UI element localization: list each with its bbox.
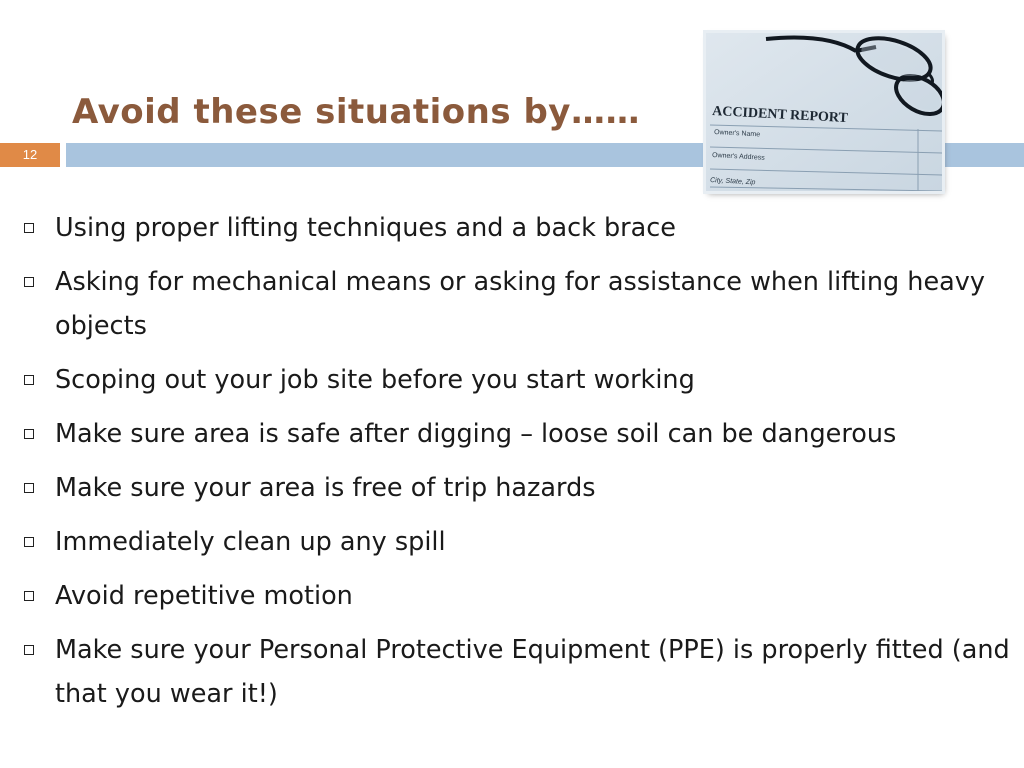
bullet-item: [18, 260, 1018, 348]
bullet-text: Scoping out your job site before you start working: [55, 365, 695, 395]
accident-report-photo: [706, 33, 942, 191]
square-bullet-icon: [24, 223, 34, 233]
slide-title: Avoid these situations by……: [72, 92, 640, 132]
slide-number: 12: [0, 143, 60, 167]
square-bullet-icon: [24, 645, 34, 655]
report-field-3: City, State, Zip: [709, 177, 756, 187]
bullet-list: [18, 206, 1018, 726]
bullet-item: [18, 574, 1018, 618]
square-bullet-icon: [24, 483, 34, 493]
report-field-2: Owner's Address: [711, 152, 765, 162]
bullet-item: [18, 412, 1018, 456]
bullet-item: [18, 520, 1018, 564]
bullet-text: Make sure your Personal Protective Equipment (PPE) is properly fitted (and that you wear it!): [55, 635, 1010, 709]
square-bullet-icon: [24, 537, 34, 547]
bullet-item: [18, 206, 1018, 250]
bullet-text: Avoid repetitive motion: [55, 581, 353, 611]
report-heading: ACCIDENT REPORT: [711, 104, 849, 127]
bullet-text: Immediately clean up any spill: [55, 527, 446, 557]
square-bullet-icon: [24, 429, 34, 439]
square-bullet-icon: [24, 277, 34, 287]
report-field-1: Owner's Name: [713, 129, 761, 139]
bullet-text: Make sure your area is free of trip hazards: [55, 473, 596, 503]
bullet-item: [18, 358, 1018, 402]
bullet-text: Using proper lifting techniques and a back brace: [55, 213, 676, 243]
square-bullet-icon: [24, 591, 34, 601]
square-bullet-icon: [24, 375, 34, 385]
bullet-item: [18, 628, 1018, 716]
bullet-text: Make sure area is safe after digging – loose soil can be dangerous: [55, 419, 897, 449]
bullet-item: [18, 466, 1018, 510]
bullet-text: Asking for mechanical means or asking for assistance when lifting heavy objects: [55, 267, 985, 341]
